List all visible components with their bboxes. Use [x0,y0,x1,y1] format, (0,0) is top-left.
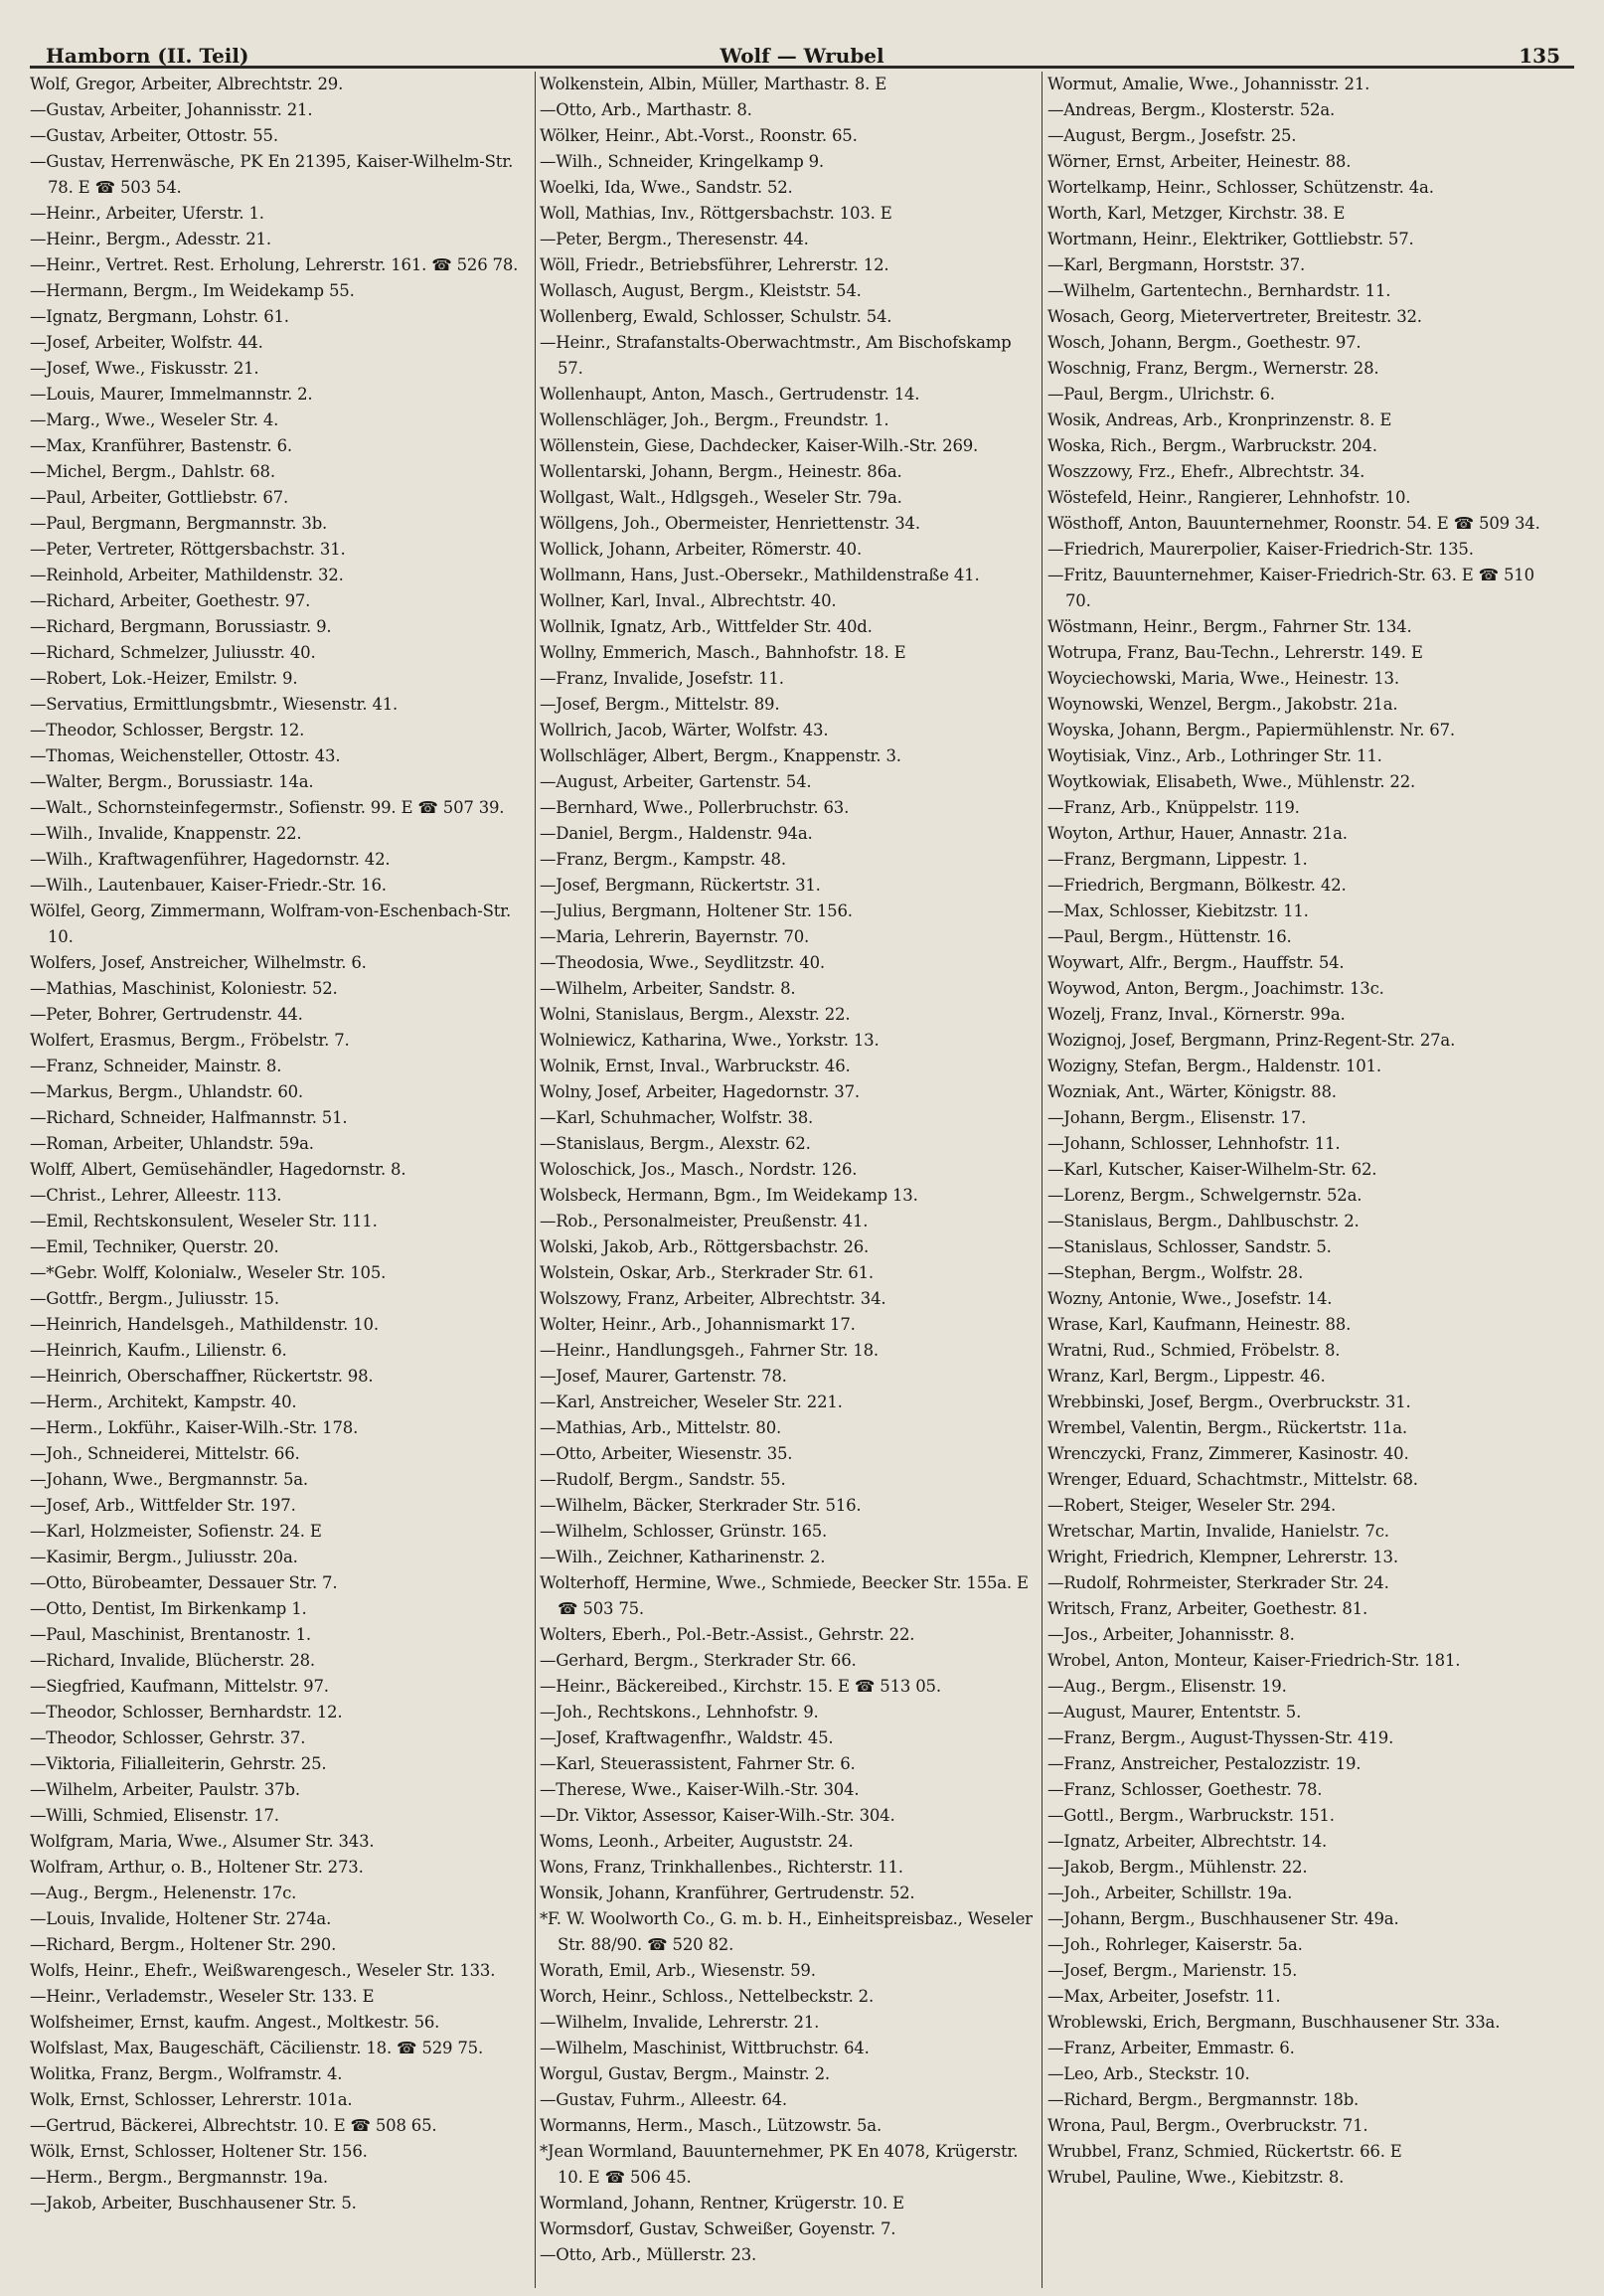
directory-entry: —Otto, Arb., Müllerstr. 23. [540,2245,757,2264]
directory-entry: Wolfsheimer, Ernst, kaufm. Angest., Moltkestr. 56. [30,2013,440,2032]
directory-entry: —Michel, Bergm., Dahlstr. 68. [30,462,275,481]
directory-entry: —Wilhelm, Schlosser, Grünstr. 165. [540,1522,828,1541]
directory-entry: —Wilhelm, Gartentechn., Bernhardstr. 11. [1047,281,1391,300]
directory-entry: —Wilh., Schneider, Kringelkamp 9. [540,152,824,171]
directory-entry: Wollasch, August, Bergm., Kleiststr. 54. [540,281,862,300]
directory-entry: Wöll, Friedr., Betriebsführer, Lehrerstr. 12. [540,255,889,274]
directory-entry: —Stanislaus, Bergm., Alexstr. 62. [540,1134,811,1153]
directory-entry: —Lorenz, Bergm., Schwelgernstr. 52a. [1047,1186,1363,1205]
directory-entry: Wrubel, Pauline, Wwe., Kiebitzstr. 8. [1047,2168,1345,2187]
header-rule [30,66,1574,69]
directory-entry: —August, Maurer, Ententstr. 5. [1047,1703,1302,1722]
directory-entry: —Bernhard, Wwe., Pollerbruchstr. 63. [540,798,850,817]
directory-entry: —Christ., Lehrer, Alleestr. 113. [30,1186,282,1205]
directory-entry: Wormsdorf, Gustav, Schweißer, Goyenstr. 7. [540,2219,896,2238]
directory-entry: —Friedrich, Maurerpolier, Kaiser-Friedrich-Str. 135. [1047,540,1474,559]
directory-entry: —Franz, Bergmann, Lippestr. 1. [1047,850,1308,869]
directory-entry: —August, Bergm., Josefstr. 25. [1047,126,1297,145]
directory-entry: —Marg., Wwe., Weseler Str. 4. [30,410,279,429]
directory-entry: Wolff, Albert, Gemüsehändler, Hagedornstr. 8. [30,1160,406,1179]
directory-entry: Wotrupa, Franz, Bau-Techn., Lehrerstr. 149. E [1047,643,1423,662]
directory-entry: —Heinrich, Handelsgeh., Mathildenstr. 10. [30,1315,379,1334]
directory-entry: Wrebbinski, Josef, Bergm., Overbruckstr. 31. [1047,1393,1411,1411]
directory-entry: Wons, Franz, Trinkhallenbes., Richterstr. 11. [540,1858,903,1877]
directory-entry: —Joh., Rohrleger, Kaiserstr. 5a. [1047,1935,1303,1954]
directory-entry: —Wilh., Zeichner, Katharinenstr. 2. [540,1548,826,1566]
directory-entry: —Richard, Schmelzer, Juliusstr. 40. [30,643,316,662]
directory-entry: Wolfslast, Max, Baugeschäft, Cäcilienstr. 18. ☎ 529 75. [30,2039,484,2057]
directory-entry: —Joh., Arbeiter, Schillstr. 19a. [1047,1884,1293,1902]
directory-entry: —Joh., Rechtskons., Lehnhofstr. 9. [540,1703,819,1722]
directory-entry: —Franz, Bergm., Kampstr. 48. [540,850,786,869]
directory-entry: —Roman, Arbeiter, Uhlandstr. 59a. [30,1134,314,1153]
directory-entry: —Paul, Bergm., Ulrichstr. 6. [1047,385,1275,404]
directory-entry: —Herm., Architekt, Kampstr. 40. [30,1393,297,1411]
directory-entry: Woyton, Arthur, Hauer, Annastr. 21a. [1047,824,1348,843]
directory-entry: —Paul, Bergmann, Bergmannstr. 3b. [30,514,328,533]
directory-entry: Wozelj, Franz, Inval., Körnerstr. 99a. [1047,1005,1346,1024]
directory-entry: Wortelkamp, Heinr., Schlosser, Schützenstr. 4a. [1047,178,1434,197]
directory-entry: —Otto, Arb., Marthastr. 8. [540,100,752,119]
directory-entry: Wolni, Stanislaus, Bergm., Alexstr. 22. [540,1005,851,1024]
directory-entry: Wolters, Eberh., Pol.-Betr.-Assist., Gehrstr. 22. [540,1625,915,1644]
directory-entry: —Friedrich, Bergmann, Bölkestr. 42. [1047,876,1347,895]
directory-entry: Writsch, Franz, Arbeiter, Goethestr. 81. [1047,1599,1367,1618]
directory-entry: —Franz, Anstreicher, Pestalozzistr. 19. [1047,1754,1362,1773]
directory-entry: —Johann, Bergm., Buschhausener Str. 49a. [1047,1909,1399,1928]
directory-entry: —Josef, Arb., Wittfelder Str. 197. [30,1496,296,1515]
directory-entry: —Joh., Schneiderei, Mittelstr. 66. [30,1444,300,1463]
directory-entry: Wölker, Heinr., Abt.-Vorst., Roonstr. 65. [540,126,858,145]
directory-entry: —Ignatz, Arbeiter, Albrechtstr. 14. [1047,1832,1328,1851]
directory-entry: —Heinr., Handlungsgeh., Fahrner Str. 18. [540,1341,879,1360]
directory-entry: —August, Arbeiter, Gartenstr. 54. [540,772,812,791]
directory-entry: —Josef, Bergm., Marienstr. 15. [1047,1961,1298,1980]
directory-entry: —Emil, Rechtskonsulent, Weseler Str. 111. [30,1212,378,1230]
directory-entry: —Mathias, Arb., Mittelstr. 80. [540,1418,782,1437]
directory-entry: —Richard, Schneider, Halfmannstr. 51. [30,1108,348,1127]
directory-column-3 [1047,72,1546,2191]
directory-entry: —Gustav, Herrenwäsche, PK En 21395, Kaiser-Wilhelm-Str. 78. E ☎ 503 54. [30,152,514,197]
directory-entry: Wörner, Ernst, Arbeiter, Heinestr. 88. [1047,152,1352,171]
directory-entry: —Franz, Schneider, Mainstr. 8. [30,1057,282,1075]
directory-entry: Wöllgens, Joh., Obermeister, Henriettenstr. 34. [540,514,920,533]
directory-entry: Wosik, Andreas, Arb., Kronprinzenstr. 8. E [1047,410,1392,429]
directory-entry: —Hermann, Bergm., Im Weidekamp 55. [30,281,355,300]
directory-entry: —Reinhold, Arbeiter, Mathildenstr. 32. [30,566,344,584]
directory-entry: Wollenberg, Ewald, Schlosser, Schulstr. 54. [540,307,892,326]
directory-entry: —Walt., Schornsteinfegermstr., Sofienstr. 99. E ☎ 507 39. [30,798,505,817]
directory-entry: —Aug., Bergm., Elisenstr. 19. [1047,1677,1287,1696]
directory-entry: Worath, Emil, Arb., Wiesenstr. 59. [540,1961,816,1980]
directory-entry: —Emil, Techniker, Querstr. 20. [30,1237,279,1256]
directory-entry: Worch, Heinr., Schloss., Nettelbeckstr. 2. [540,1987,875,2006]
directory-entry: Woelki, Ida, Wwe., Sandstr. 52. [540,178,793,197]
directory-entry: Wolfs, Heinr., Ehefr., Weißwarengesch., Weseler Str. 133. [30,1961,496,1980]
directory-entry: —Stanislaus, Bergm., Dahlbuschstr. 2. [1047,1212,1360,1230]
directory-entry: Woyska, Johann, Bergm., Papiermühlenstr. Nr. 67. [1047,721,1455,739]
directory-column-1 [30,72,529,2216]
directory-entry: Wolstein, Oskar, Arb., Sterkrader Str. 61. [540,1263,874,1282]
directory-entry: —Thomas, Weichensteller, Ottostr. 43. [30,746,341,765]
directory-entry: Woyciechowski, Maria, Wwe., Heinestr. 13. [1047,669,1399,688]
directory-entry: —Gustav, Arbeiter, Ottostr. 55. [30,126,278,145]
directory-entry: Woywart, Alfr., Bergm., Hauffstr. 54. [1047,953,1345,972]
directory-entry: —Josef, Bergm., Mittelstr. 89. [540,695,780,714]
directory-entry: —Otto, Dentist, Im Birkenkamp 1. [30,1599,307,1618]
directory-entry: Wolk, Ernst, Schlosser, Lehrerstr. 101a. [30,2090,353,2109]
directory-entry: Woywod, Anton, Bergm., Joachimstr. 13c. [1047,979,1384,998]
directory-entry: —Jakob, Arbeiter, Buschhausener Str. 5. [30,2194,357,2213]
directory-entry: Wolter, Heinr., Arb., Johannismarkt 17. [540,1315,856,1334]
directory-entry: Wolfgram, Maria, Wwe., Alsumer Str. 343. [30,1832,375,1851]
directory-entry: —Julius, Bergmann, Holtener Str. 156. [540,902,853,920]
directory-entry: Woytisiak, Vinz., Arb., Lothringer Str. 11. [1047,746,1382,765]
directory-entry: Wrobel, Anton, Monteur, Kaiser-Friedrich-Str. 181. [1047,1651,1461,1670]
directory-entry: Wolfert, Erasmus, Bergm., Fröbelstr. 7. [30,1031,350,1050]
directory-entry: —Heinr., Vertret. Rest. Erholung, Lehrerstr. 161. ☎ 526 78. [30,255,519,274]
directory-entry: —Johann, Schlosser, Lehnhofstr. 11. [1047,1134,1341,1153]
directory-entry: —Josef, Maurer, Gartenstr. 78. [540,1367,787,1386]
directory-entry: —Peter, Vertreter, Röttgersbachstr. 31. [30,540,346,559]
directory-entry: Wormut, Amalie, Wwe., Johannisstr. 21. [1047,75,1370,93]
directory-entry: —Daniel, Bergm., Haldenstr. 94a. [540,824,813,843]
directory-entry: Woynowski, Wenzel, Bergm., Jakobstr. 21a. [1047,695,1398,714]
directory-entry: —Walter, Bergm., Borussiastr. 14a. [30,772,314,791]
directory-entry: —Johann, Bergm., Elisenstr. 17. [1047,1108,1307,1127]
directory-entry: Wöllenstein, Giese, Dachdecker, Kaiser-Wilh.-Str. 269. [540,436,979,455]
directory-entry: —Siegfried, Kaufmann, Mittelstr. 97. [30,1677,329,1696]
directory-entry: Wollschläger, Albert, Bergm., Knappenstr. 3. [540,746,901,765]
directory-entry: —Jos., Arbeiter, Johannisstr. 8. [1047,1625,1295,1644]
directory-entry: —Theodor, Schlosser, Bergstr. 12. [30,721,305,739]
directory-entry: Wolitka, Franz, Bergm., Wolframstr. 4. [30,2064,343,2083]
directory-entry: Wöstmann, Heinr., Bergm., Fahrner Str. 134. [1047,617,1412,636]
directory-entry: —Franz, Bergm., August-Thyssen-Str. 419. [1047,1728,1394,1747]
directory-entry: —Heinr., Verlademstr., Weseler Str. 133. E [30,1987,375,2006]
directory-entry: Wrenger, Eduard, Schachtmstr., Mittelstr. 68. [1047,1470,1418,1489]
directory-entry: —Viktoria, Filialleiterin, Gehrstr. 25. [30,1754,327,1773]
directory-entry: Wolkenstein, Albin, Müller, Marthastr. 8. E [540,75,887,93]
directory-entry: Wranz, Karl, Bergm., Lippestr. 46. [1047,1367,1326,1386]
directory-entry: —Wilhelm, Arbeiter, Sandstr. 8. [540,979,796,998]
directory-entry: Wormanns, Herm., Masch., Lützowstr. 5a. [540,2116,882,2135]
directory-entry: —Wilh., Kraftwagenführer, Hagedornstr. 42. [30,850,391,869]
directory-entry: —Markus, Bergm., Uhlandstr. 60. [30,1082,303,1101]
directory-entry: —Rob., Personalmeister, Preußenstr. 41. [540,1212,869,1230]
header-name-range: Wolf — Wrubel [720,44,884,68]
directory-entry: Worgul, Gustav, Bergm., Mainstr. 2. [540,2064,830,2083]
directory-entry: Wolsbeck, Hermann, Bgm., Im Weidekamp 13. [540,1186,918,1205]
directory-entry: —Heinr., Bäckereibed., Kirchstr. 15. E ☎ 513 05. [540,1677,941,1696]
directory-entry: Wollner, Karl, Inval., Albrechtstr. 40. [540,591,837,610]
directory-entry: Wrubbel, Franz, Schmied, Rückertstr. 66. E [1047,2142,1402,2161]
directory-entry: Wroblewski, Erich, Bergmann, Buschhausener Str. 33a. [1047,2013,1501,2032]
directory-entry: —Robert, Steiger, Weseler Str. 294. [1047,1496,1337,1515]
directory-entry: Wollrich, Jacob, Wärter, Wolfstr. 43. [540,721,829,739]
directory-entry: —Heinrich, Oberschaffner, Rückertstr. 98. [30,1367,374,1386]
directory-entry: —Heinr., Strafanstalts-Oberwachtmstr., Am Bischofskamp 57. [540,333,1012,378]
directory-entry: —Josef, Kraftwagenfhr., Waldstr. 45. [540,1728,834,1747]
directory-entry: —Therese, Wwe., Kaiser-Wilh.-Str. 304. [540,1780,860,1799]
directory-entry: Wrenczycki, Franz, Zimmerer, Kasinostr. 40. [1047,1444,1409,1463]
directory-entry: Wollenhaupt, Anton, Masch., Gertrudenstr. 14. [540,385,920,404]
directory-entry: —Karl, Bergmann, Horststr. 37. [1047,255,1306,274]
directory-entry: —Otto, Bürobeamter, Dessauer Str. 7. [30,1573,338,1592]
directory-entry: Wollgast, Walt., Hdlgsgeh., Weseler Str. 79a. [540,488,902,507]
directory-entry: Wösthoff, Anton, Bauunternehmer, Roonstr. 54. E ☎ 509 34. [1047,514,1540,533]
directory-entry: —Gertrud, Bäckerei, Albrechtstr. 10. E ☎ 508 65. [30,2116,437,2135]
directory-entry: Wrase, Karl, Kaufmann, Heinestr. 88. [1047,1315,1352,1334]
directory-entry: —Paul, Maschinist, Brentanostr. 1. [30,1625,311,1644]
directory-entry: Woschnig, Franz, Bergm., Wernerstr. 28. [1047,359,1379,378]
directory-entry: —Gerhard, Bergm., Sterkrader Str. 66. [540,1651,857,1670]
directory-entry: —Paul, Arbeiter, Gottliebstr. 67. [30,488,289,507]
directory-entry: Wölfel, Georg, Zimmermann, Wolfram-von-Eschenbach-Str. 10. [30,902,512,946]
directory-entry: —Max, Kranführer, Bastenstr. 6. [30,436,292,455]
directory-entry: —Heinr., Arbeiter, Uferstr. 1. [30,204,264,223]
directory-entry: Worth, Karl, Metzger, Kirchstr. 38. E [1047,204,1346,223]
directory-entry: —Karl, Schuhmacher, Wolfstr. 38. [540,1108,814,1127]
directory-entry: —Richard, Bergmann, Borussiastr. 9. [30,617,332,636]
directory-entry: Wollnik, Ignatz, Arb., Wittfelder Str. 40d. [540,617,873,636]
directory-entry: —Karl, Steuerassistent, Fahrner Str. 6. [540,1754,856,1773]
directory-entry: —Jakob, Bergm., Mühlenstr. 22. [1047,1858,1308,1877]
directory-entry: Wollick, Johann, Arbeiter, Römerstr. 40. [540,540,863,559]
directory-entry: —Aug., Bergm., Helenenstr. 17c. [30,1884,297,1902]
directory-entry: Wozniak, Ant., Wärter, Königstr. 88. [1047,1082,1337,1101]
directory-entry: —Stephan, Bergm., Wolfstr. 28. [1047,1263,1304,1282]
directory-entry: —Rudolf, Rohrmeister, Sterkrader Str. 24. [1047,1573,1389,1592]
directory-entry: —Franz, Schlosser, Goethestr. 78. [1047,1780,1323,1799]
directory-entry: Wollentarski, Johann, Bergm., Heinestr. 86a. [540,462,902,481]
directory-entry: *Jean Wormland, Bauunternehmer, PK En 4078, Krügerstr. 10. E ☎ 506 45. [540,2142,1019,2187]
directory-column-2 [540,72,1039,2268]
directory-entry: —Max, Arbeiter, Josefstr. 11. [1047,1987,1281,2006]
directory-entry: —Karl, Anstreicher, Weseler Str. 221. [540,1393,843,1411]
directory-entry: —Rudolf, Bergm., Sandstr. 55. [540,1470,786,1489]
directory-entry: —Richard, Bergm., Holtener Str. 290. [30,1935,337,1954]
directory-entry: Wright, Friedrich, Klempner, Lehrerstr. 13. [1047,1548,1398,1566]
directory-entry: Wöstefeld, Heinr., Rangierer, Lehnhofstr. 10. [1047,488,1411,507]
directory-entry: —Josef, Bergmann, Rückertstr. 31. [540,876,821,895]
directory-entry: —Gustav, Fuhrm., Alleestr. 64. [540,2090,787,2109]
directory-entry: —Richard, Invalide, Blücherstr. 28. [30,1651,315,1670]
directory-entry: —Wilhelm, Maschinist, Wittbruchstr. 64. [540,2039,870,2057]
directory-entry: Wollmann, Hans, Just.-Obersekr., Mathildenstraße 41. [540,566,980,584]
directory-entry: —Willi, Schmied, Elisenstr. 17. [30,1806,279,1825]
directory-entry: —Wilhelm, Arbeiter, Paulstr. 37b. [30,1780,300,1799]
directory-entry: —Franz, Arb., Knüppelstr. 119. [1047,798,1300,817]
directory-entry: —Kasimir, Bergm., Juliusstr. 20a. [30,1548,298,1566]
directory-entry: —Leo, Arb., Steckstr. 10. [1047,2064,1250,2083]
directory-entry: —Otto, Arbeiter, Wiesenstr. 35. [540,1444,793,1463]
directory-entry: —Dr. Viktor, Assessor, Kaiser-Wilh.-Str. 304. [540,1806,895,1825]
directory-entry: —Theodor, Schlosser, Gehrstr. 37. [30,1728,306,1747]
directory-entry: Wozny, Antonie, Wwe., Josefstr. 14. [1047,1289,1333,1308]
directory-entry: —Franz, Arbeiter, Emmastr. 6. [1047,2039,1295,2057]
directory-entry: Wolniewicz, Katharina, Wwe., Yorkstr. 13. [540,1031,880,1050]
directory-entry: Wolszowy, Franz, Arbeiter, Albrechtstr. 34. [540,1289,886,1308]
directory-entry: Woszzowy, Frz., Ehefr., Albrechtstr. 34. [1047,462,1365,481]
directory-entry: Wosach, Georg, Mietervertreter, Breitestr. 32. [1047,307,1422,326]
directory-entry: —Peter, Bohrer, Gertrudenstr. 44. [30,1005,303,1024]
directory-entry: —Heinrich, Kaufm., Lilienstr. 6. [30,1341,287,1360]
directory-entry: Wolterhoff, Hermine, Wwe., Schmiede, Beecker Str. 155a. E ☎ 503 75. [540,1573,1029,1618]
directory-entry: —Richard, Arbeiter, Goethestr. 97. [30,591,311,610]
directory-entry: —Louis, Maurer, Immelmannstr. 2. [30,385,313,404]
directory-entry: Wollenschläger, Joh., Bergm., Freundstr. 1. [540,410,889,429]
directory-entry: Wortmann, Heinr., Elektriker, Gottliebstr. 57. [1047,230,1414,248]
directory-entry: Woloschick, Jos., Masch., Nordstr. 126. [540,1160,858,1179]
directory-entry: —Wilh., Lautenbauer, Kaiser-Friedr.-Str. 16. [30,876,387,895]
directory-entry: —Gottl., Bergm., Warbruckstr. 151. [1047,1806,1335,1825]
directory-entry: —Josef, Arbeiter, Wolfstr. 44. [30,333,263,352]
directory-entry: —Fritz, Bauunternehmer, Kaiser-Friedrich-Str. 63. E ☎ 510 70. [1047,566,1534,610]
directory-entry: Wonsik, Johann, Kranführer, Gertrudenstr. 52. [540,1884,915,1902]
header-section-title: Hamborn (II. Teil) [46,44,249,68]
directory-entry: —Wilhelm, Invalide, Lehrerstr. 21. [540,2013,820,2032]
directory-entry: —Theodor, Schlosser, Bernhardstr. 12. [30,1703,343,1722]
directory-entry: Wolny, Josef, Arbeiter, Hagedornstr. 37. [540,1082,860,1101]
directory-entry: —Wilh., Invalide, Knappenstr. 22. [30,824,302,843]
directory-entry: Woska, Rich., Bergm., Warbruckstr. 204. [1047,436,1377,455]
directory-entry: —Louis, Invalide, Holtener Str. 274a. [30,1909,332,1928]
directory-entry: Woytkowiak, Elisabeth, Wwe., Mühlenstr. 22. [1047,772,1416,791]
directory-entry: Wolf, Gregor, Arbeiter, Albrechtstr. 29. [30,75,344,93]
directory-entry: Wormland, Johann, Rentner, Krügerstr. 10. E [540,2194,904,2213]
directory-entry: —Josef, Wwe., Fiskusstr. 21. [30,359,259,378]
directory-entry: —Ignatz, Bergmann, Lohstr. 61. [30,307,289,326]
directory-entry: —Maria, Lehrerin, Bayernstr. 70. [540,927,810,946]
directory-entry: Wozigny, Stefan, Bergm., Haldenstr. 101. [1047,1057,1381,1075]
directory-columns [0,72,1604,2296]
directory-entry: Wollny, Emmerich, Masch., Bahnhofstr. 18. E [540,643,906,662]
directory-entry: Wolnik, Ernst, Inval., Warbruckstr. 46. [540,1057,851,1075]
directory-entry: Woll, Mathias, Inv., Röttgersbachstr. 103. E [540,204,892,223]
directory-entry: —Servatius, Ermittlungsbmtr., Wiesenstr. 41. [30,695,399,714]
directory-entry: Wrembel, Valentin, Bergm., Rückertstr. 11a. [1047,1418,1407,1437]
directory-entry: —Heinr., Bergm., Adesstr. 21. [30,230,271,248]
directory-entry: Woms, Leonh., Arbeiter, Auguststr. 24. [540,1832,854,1851]
directory-entry: —Mathias, Maschinist, Koloniestr. 52. [30,979,338,998]
directory-entry: —Max, Schlosser, Kiebitzstr. 11. [1047,902,1309,920]
directory-entry: —Herm., Bergm., Bergmannstr. 19a. [30,2168,328,2187]
directory-entry: —Theodosia, Wwe., Seydlitzstr. 40. [540,953,825,972]
directory-entry: —Johann, Wwe., Bergmannstr. 5a. [30,1470,308,1489]
directory-entry: Wratni, Rud., Schmied, Fröbelstr. 8. [1047,1341,1341,1360]
directory-entry: —Wilhelm, Bäcker, Sterkrader Str. 516. [540,1496,862,1515]
directory-entry: —*Gebr. Wolff, Kolonialw., Weseler Str. 105. [30,1263,387,1282]
directory-entry: —Gottfr., Bergm., Juliusstr. 15. [30,1289,279,1308]
directory-entry: Wolfram, Arthur, o. B., Holtener Str. 273. [30,1858,364,1877]
directory-entry: —Herm., Lokführ., Kaiser-Wilh.-Str. 178. [30,1418,359,1437]
page-number: 135 [1519,44,1560,68]
directory-entry: —Peter, Bergm., Theresenstr. 44. [540,230,809,248]
directory-entry: —Robert, Lok.-Heizer, Emilstr. 9. [30,669,298,688]
directory-entry: —Karl, Kutscher, Kaiser-Wilhelm-Str. 62. [1047,1160,1377,1179]
directory-entry: —Andreas, Bergm., Klosterstr. 52a. [1047,100,1335,119]
directory-entry: *F. W. Woolworth Co., G. m. b. H., Einheitspreisbaz., Weseler Str. 88/90. ☎ 520 82. [540,1909,1033,1954]
directory-entry: Wolski, Jakob, Arb., Röttgersbachstr. 26. [540,1237,870,1256]
directory-entry: Wolfers, Josef, Anstreicher, Wilhelmstr. 6. [30,953,367,972]
directory-entry: Wölk, Ernst, Schlosser, Holtener Str. 156. [30,2142,368,2161]
directory-entry: —Stanislaus, Schlosser, Sandstr. 5. [1047,1237,1332,1256]
page-header [30,44,1574,68]
directory-entry: —Richard, Bergm., Bergmannstr. 18b. [1047,2090,1360,2109]
directory-entry: Wrona, Paul, Bergm., Overbruckstr. 71. [1047,2116,1368,2135]
directory-entry: Wosch, Johann, Bergm., Goethestr. 97. [1047,333,1362,352]
directory-entry: Wozignoj, Josef, Bergmann, Prinz-Regent-Str. 27a. [1047,1031,1456,1050]
directory-entry: —Gustav, Arbeiter, Johannisstr. 21. [30,100,313,119]
directory-entry: —Franz, Invalide, Josefstr. 11. [540,669,784,688]
directory-entry: —Paul, Bergm., Hüttenstr. 16. [1047,927,1292,946]
directory-entry: Wretschar, Martin, Invalide, Hanielstr. 7c. [1047,1522,1389,1541]
directory-entry: —Karl, Holzmeister, Sofienstr. 24. E [30,1522,322,1541]
